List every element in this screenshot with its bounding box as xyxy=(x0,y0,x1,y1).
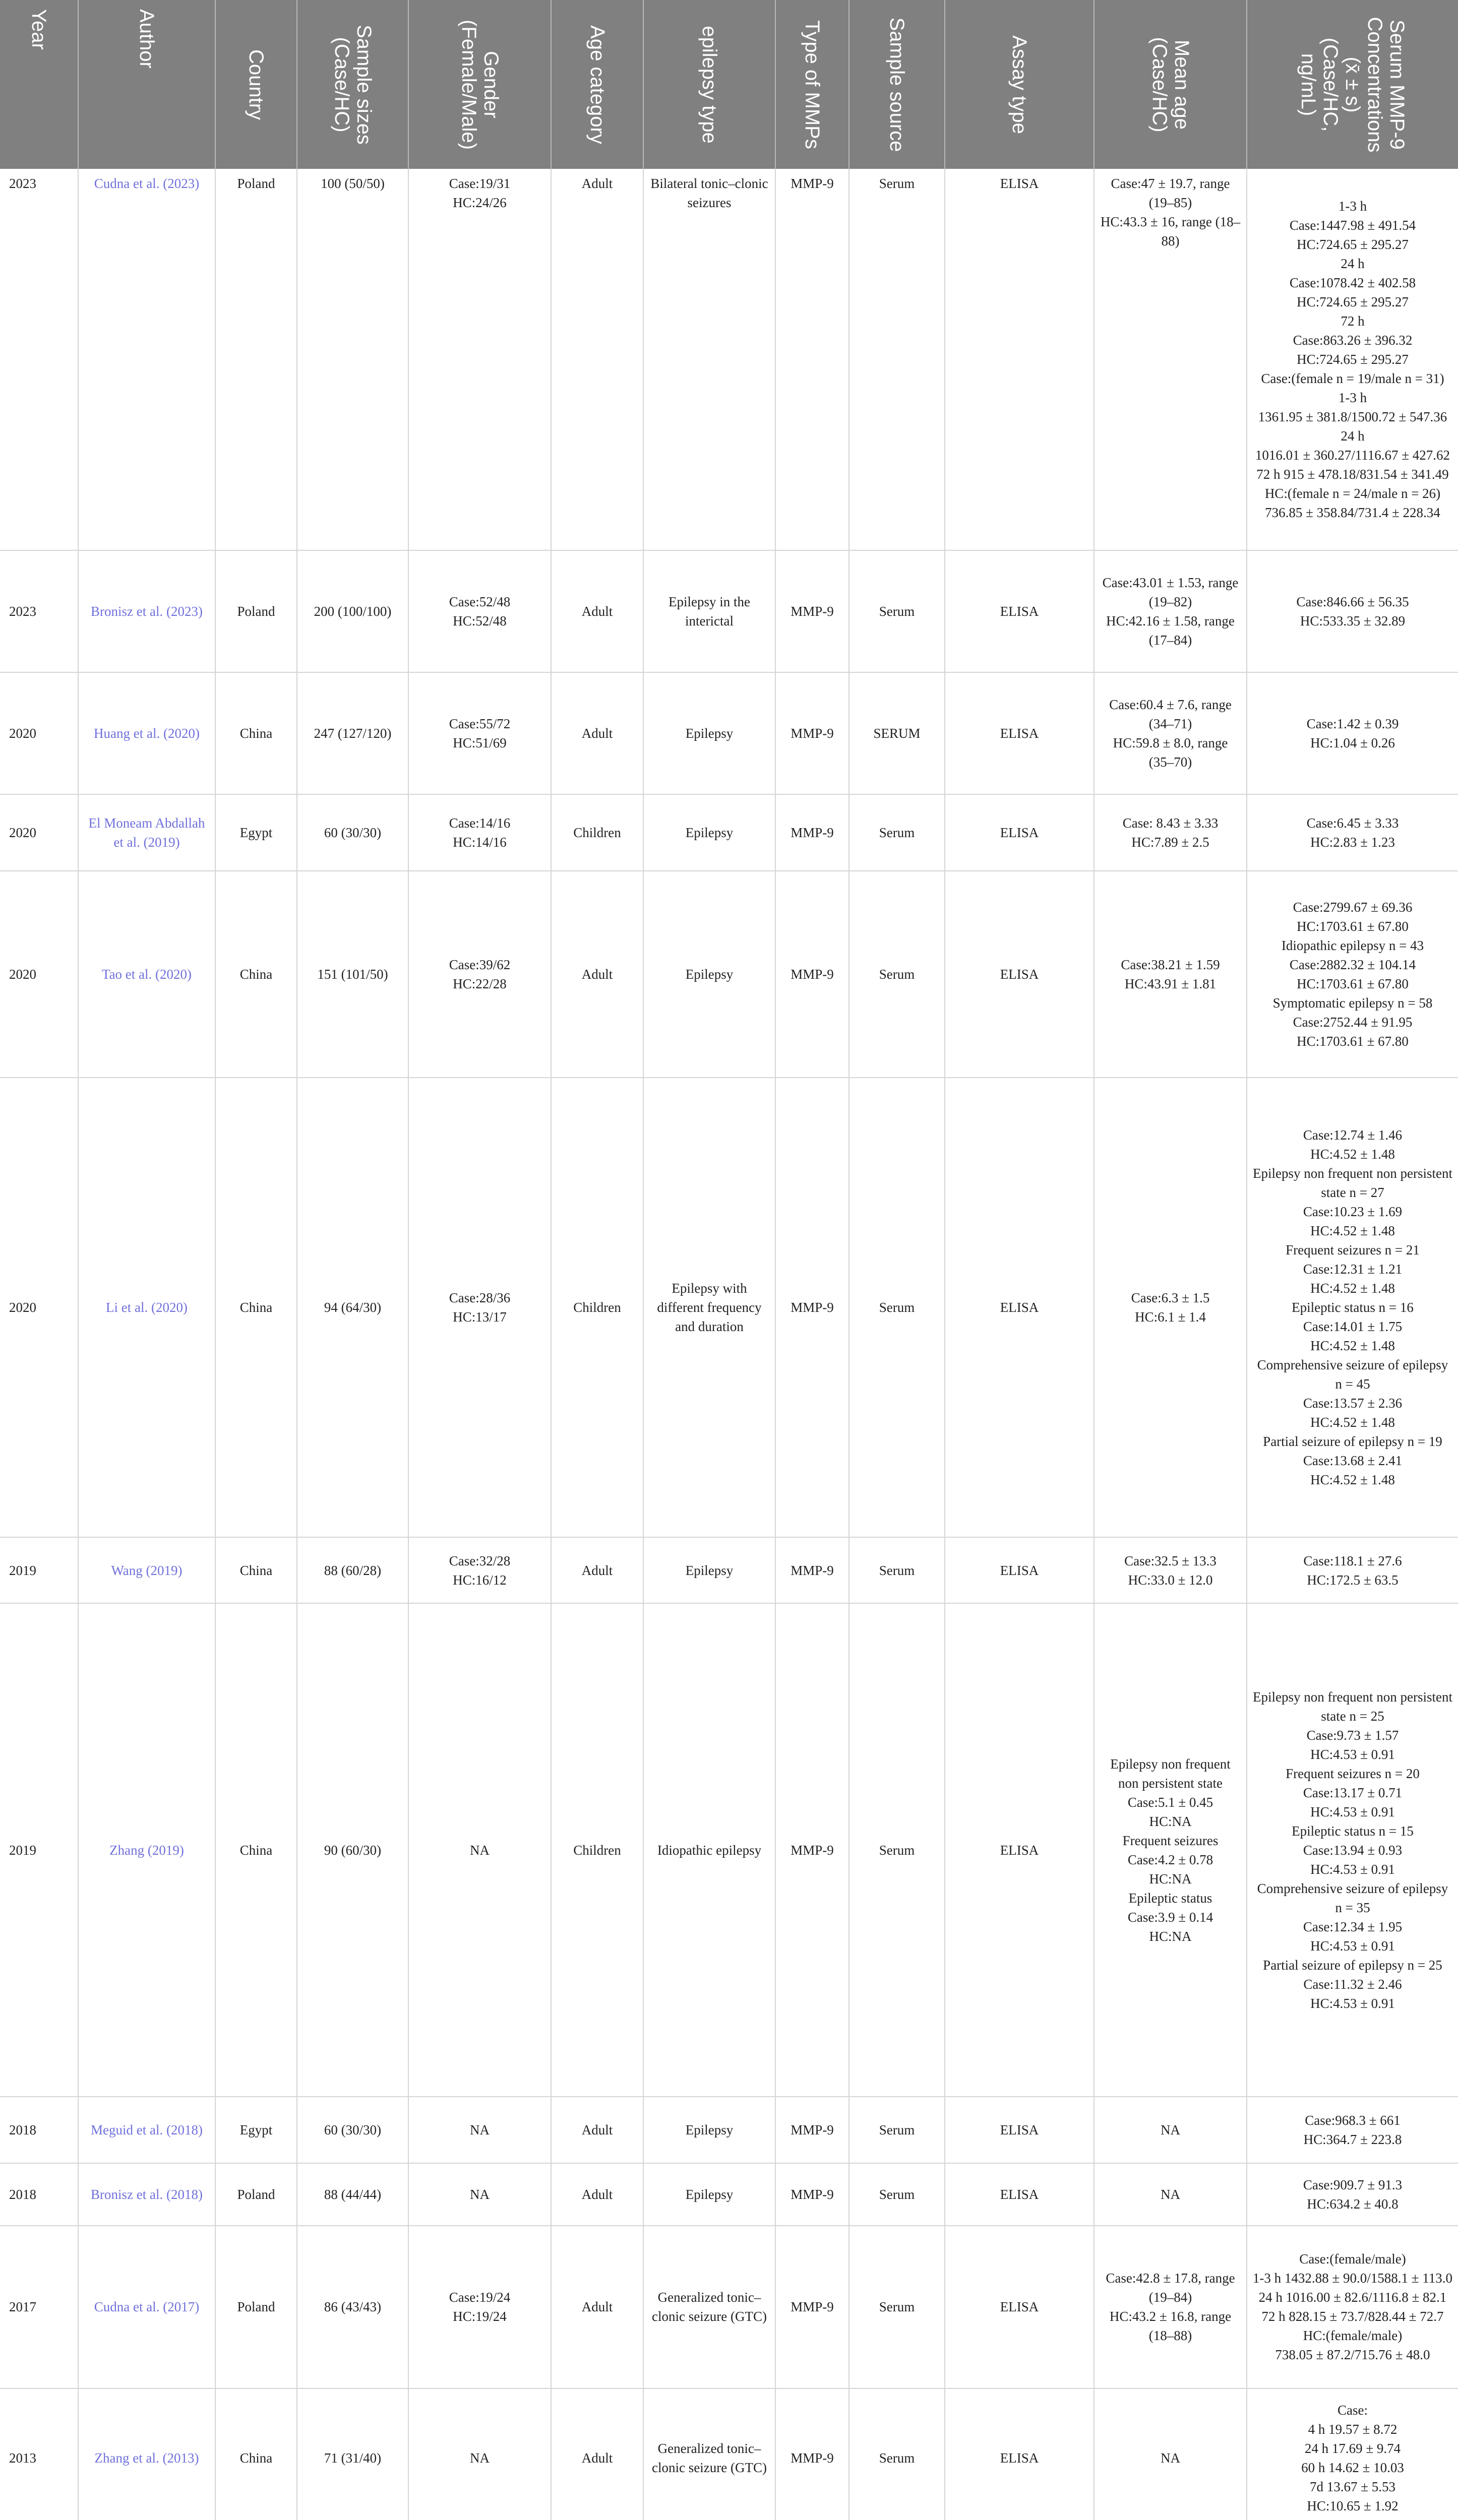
cell-sample-sizes: 151 (101/50) xyxy=(297,871,408,1078)
cell-gender: NA xyxy=(408,2097,551,2163)
cell-country: Poland xyxy=(215,2226,297,2389)
cell-year: 2020 xyxy=(0,794,78,870)
cell-gender: Case:19/31 HC:24/26 xyxy=(408,169,551,550)
cell-sample-source: Serum xyxy=(849,2226,945,2389)
cell-sample-source: Serum xyxy=(849,2097,945,2163)
cell-country: China xyxy=(215,1603,297,2097)
cell-age-category: Adult xyxy=(551,169,643,550)
cell-assay-type: ELISA xyxy=(945,550,1094,672)
column-header-label: Author xyxy=(136,9,158,69)
cell-sample-source: Serum xyxy=(849,550,945,672)
cell-mmp-type: MMP-9 xyxy=(775,2226,849,2389)
cell-assay-type: ELISA xyxy=(945,2388,1094,2520)
cell-sample-sizes: 86 (43/43) xyxy=(297,2226,408,2389)
column-header-sample-source xyxy=(849,0,945,169)
cell-sample-sizes: 90 (60/30) xyxy=(297,1603,408,2097)
cell-serum-mmp9: Case:6.45 ± 3.33 HC:2.83 ± 1.23 xyxy=(1247,794,1458,870)
cell-mean-age: NA xyxy=(1094,2097,1247,2163)
cell-age-category: Adult xyxy=(551,2163,643,2226)
cell-assay-type: ELISA xyxy=(945,2226,1094,2389)
cell-year: 2018 xyxy=(0,2163,78,2226)
cell-age-category: Children xyxy=(551,1603,643,2097)
cell-country: China xyxy=(215,672,297,795)
column-header-label: Sample sizes (Case/HC) xyxy=(330,24,375,145)
cell-gender: Case:55/72 HC:51/69 xyxy=(408,672,551,795)
cell-assay-type: ELISA xyxy=(945,2097,1094,2163)
cell-serum-mmp9: Case:(female/male) 1-3 h 1432.88 ± 90.0/1588.1 ± 113.0 24 h 1016.00 ± 82.6/1116.8 ± 82.1 72 h 828.15 ± 73.7/828.44 ± 72.7 HC:(female/male) 738.05 ± 87.2/715.76 ± 48.0 xyxy=(1247,2226,1458,2389)
cell-author[interactable]: Li et al. (2020) xyxy=(78,1078,215,1537)
cell-serum-mmp9: Case:909.7 ± 91.3 HC:634.2 ± 40.8 xyxy=(1247,2163,1458,2226)
table-row xyxy=(0,1537,1458,1604)
cell-country: Poland xyxy=(215,169,297,550)
cell-sample-source: Serum xyxy=(849,1603,945,2097)
cell-mmp-type: MMP-9 xyxy=(775,794,849,870)
cell-epilepsy-type: Epilepsy xyxy=(643,794,775,870)
cell-epilepsy-type: Epilepsy xyxy=(643,672,775,795)
cell-assay-type: ELISA xyxy=(945,871,1094,1078)
cell-mmp-type: MMP-9 xyxy=(775,672,849,795)
cell-mean-age: Case:47 ± 19.7, range (19–85) HC:43.3 ± 16, range (18–88) xyxy=(1094,169,1247,550)
cell-assay-type: ELISA xyxy=(945,1078,1094,1537)
cell-serum-mmp9: Case: 4 h 19.57 ± 8.72 24 h 17.69 ± 9.74 60 h 14.62 ± 10.03 7d 13.67 ± 5.53 HC:10.65 ± 1.92 xyxy=(1247,2388,1458,2520)
cell-country: China xyxy=(215,1078,297,1537)
cell-mmp-type: MMP-9 xyxy=(775,1078,849,1537)
cell-author[interactable]: Tao et al. (2020) xyxy=(78,871,215,1078)
cell-age-category: Adult xyxy=(551,2226,643,2389)
header-row xyxy=(0,0,1458,169)
cell-year: 2017 xyxy=(0,2226,78,2389)
cell-sample-sizes: 200 (100/100) xyxy=(297,550,408,672)
cell-serum-mmp9: Case:968.3 ± 661 HC:364.7 ± 223.8 xyxy=(1247,2097,1458,2163)
cell-year: 2023 xyxy=(0,169,78,550)
cell-serum-mmp9: Epilepsy non frequent non persistent state n = 25 Case:9.73 ± 1.57 HC:4.53 ± 0.91 Frequent seizures n = 20 Case:13.17 ± 0.71 HC:4.53 ± 0.91 Epileptic status n = 15 Case:13.94 ± 0.93 HC:4.53 ± 0.91 Comprehensive seizure of epilepsy n = 35 Case:12.34 ± 1.95 HC:4.53 ± 0.91 Partial seizure of epilepsy n = 25 Case:11.32 ± 2.46 HC:4.53 ± 0.91 xyxy=(1247,1603,1458,2097)
column-header-label: Mean age (Case/HC) xyxy=(1148,37,1193,132)
table-row xyxy=(0,2388,1458,2520)
cell-author[interactable]: Wang (2019) xyxy=(78,1537,215,1604)
cell-gender: Case:32/28 HC:16/12 xyxy=(408,1537,551,1604)
cell-sample-sizes: 88 (60/28) xyxy=(297,1537,408,1604)
table-row xyxy=(0,2163,1458,2226)
cell-sample-sizes: 247 (127/120) xyxy=(297,672,408,795)
cell-sample-source: Serum xyxy=(849,794,945,870)
cell-age-category: Children xyxy=(551,1078,643,1537)
cell-gender: Case:28/36 HC:13/17 xyxy=(408,1078,551,1537)
cell-gender: Case:14/16 HC:14/16 xyxy=(408,794,551,870)
cell-serum-mmp9: Case:118.1 ± 27.6 HC:172.5 ± 63.5 xyxy=(1247,1537,1458,1604)
table-row xyxy=(0,1078,1458,1537)
cell-mean-age: Case:32.5 ± 13.3 HC:33.0 ± 12.0 xyxy=(1094,1537,1247,1604)
cell-sample-source: Serum xyxy=(849,2388,945,2520)
cell-assay-type: ELISA xyxy=(945,794,1094,870)
cell-sample-source: Serum xyxy=(849,1537,945,1604)
cell-sample-source: Serum xyxy=(849,1078,945,1537)
column-header-label: Gender (Female/Male) xyxy=(457,19,502,150)
cell-assay-type: ELISA xyxy=(945,2163,1094,2226)
table-row xyxy=(0,169,1458,550)
cell-assay-type: ELISA xyxy=(945,1537,1094,1604)
cell-year: 2019 xyxy=(0,1603,78,2097)
cell-assay-type: ELISA xyxy=(945,169,1094,550)
cell-mean-age: Case:42.8 ± 17.8, range (19–84) HC:43.2 ± 16.8, range (18–88) xyxy=(1094,2226,1247,2389)
cell-age-category: Adult xyxy=(551,672,643,795)
column-header-year xyxy=(0,0,78,169)
cell-assay-type: ELISA xyxy=(945,672,1094,795)
column-header-label: epilepsy type xyxy=(698,25,720,144)
cell-mean-age: Case:38.21 ± 1.59 HC:43.91 ± 1.81 xyxy=(1094,871,1247,1078)
cell-author[interactable]: Zhang et al. (2013) xyxy=(78,2388,215,2520)
cell-author[interactable]: Zhang (2019) xyxy=(78,1603,215,2097)
cell-sample-sizes: 100 (50/50) xyxy=(297,169,408,550)
cell-epilepsy-type: Bilateral tonic–clonic seizures xyxy=(643,169,775,550)
cell-mean-age: NA xyxy=(1094,2388,1247,2520)
column-header-sample-sizes xyxy=(297,0,408,169)
table-row xyxy=(0,871,1458,1078)
table-row xyxy=(0,2097,1458,2163)
cell-country: Egypt xyxy=(215,794,297,870)
cell-epilepsy-type: Epilepsy with different frequency and duration xyxy=(643,1078,775,1537)
cell-author[interactable]: Bronisz et al. (2023) xyxy=(78,550,215,672)
cell-age-category: Adult xyxy=(551,871,643,1078)
cell-sample-sizes: 94 (64/30) xyxy=(297,1078,408,1537)
column-header-gender xyxy=(408,0,551,169)
cell-country: China xyxy=(215,871,297,1078)
cell-author[interactable]: Meguid et al. (2018) xyxy=(78,2097,215,2163)
cell-serum-mmp9: Case:846.66 ± 56.35 HC:533.35 ± 32.89 xyxy=(1247,550,1458,672)
column-header-label: Country xyxy=(245,49,267,120)
cell-year: 2020 xyxy=(0,1078,78,1537)
column-header-mean-age xyxy=(1094,0,1247,169)
cell-gender: NA xyxy=(408,2388,551,2520)
cell-gender: Case:52/48 HC:52/48 xyxy=(408,550,551,672)
cell-gender: NA xyxy=(408,2163,551,2226)
cell-country: China xyxy=(215,1537,297,1604)
cell-mmp-type: MMP-9 xyxy=(775,871,849,1078)
cell-sample-source: SERUM xyxy=(849,672,945,795)
cell-year: 2013 xyxy=(0,2388,78,2520)
cell-sample-source: Serum xyxy=(849,871,945,1078)
cell-serum-mmp9: 1-3 h Case:1447.98 ± 491.54 HC:724.65 ± 295.27 24 h Case:1078.42 ± 402.58 HC:724.65 ± 295.27 72 h Case:863.26 ± 396.32 HC:724.65 ± 295.27 Case:(female n = 19/male n = 31) 1-3 h 1361.95 ± 381.8/1500.72 ± 547.36 24 h 1016.01 ± 360.27/1116.67 ± 427.62 72 h 915 ± 478.18/831.54 ± 341.49 HC:(female n = 24/male n = 26) 736.85 ± 358.84/731.4 ± 228.34 xyxy=(1247,169,1458,550)
table-row xyxy=(0,794,1458,870)
cell-sample-source: Serum xyxy=(849,2163,945,2226)
cell-epilepsy-type: Idiopathic epilepsy xyxy=(643,1603,775,2097)
cell-year: 2018 xyxy=(0,2097,78,2163)
cell-epilepsy-type: Epilepsy xyxy=(643,2097,775,2163)
column-header-epilepsy-type xyxy=(643,0,775,169)
cell-mmp-type: MMP-9 xyxy=(775,2097,849,2163)
cell-mean-age: Case: 8.43 ± 3.33 HC:7.89 ± 2.5 xyxy=(1094,794,1247,870)
cell-sample-source: Serum xyxy=(849,169,945,550)
cell-sample-sizes: 60 (30/30) xyxy=(297,794,408,870)
cell-age-category: Children xyxy=(551,794,643,870)
cell-mmp-type: MMP-9 xyxy=(775,1537,849,1604)
cell-country: China xyxy=(215,2388,297,2520)
cell-sample-sizes: 71 (31/40) xyxy=(297,2388,408,2520)
cell-sample-sizes: 60 (30/30) xyxy=(297,2097,408,2163)
cell-year: 2020 xyxy=(0,871,78,1078)
cell-mmp-type: MMP-9 xyxy=(775,1603,849,2097)
cell-age-category: Adult xyxy=(551,550,643,672)
column-header-label: Type of MMPs xyxy=(801,20,823,149)
cell-year: 2019 xyxy=(0,1537,78,1604)
column-header-label: Assay type xyxy=(1008,35,1030,134)
column-header-serum-mmp9 xyxy=(1247,0,1458,169)
cell-author[interactable]: Cudna et al. (2017) xyxy=(78,2226,215,2389)
cell-mmp-type: MMP-9 xyxy=(775,2388,849,2520)
cell-serum-mmp9: Case:12.74 ± 1.46 HC:4.52 ± 1.48 Epilepsy non frequent non persistent state n = 27 Case:10.23 ± 1.69 HC:4.52 ± 1.48 Frequent seizures n = 21 Case:12.31 ± 1.21 HC:4.52 ± 1.48 Epileptic status n = 16 Case:14.01 ± 1.75 HC:4.52 ± 1.48 Comprehensive seizure of epilepsy n = 45 Case:13.57 ± 2.36 HC:4.52 ± 1.48 Partial seizure of epilepsy n = 19 Case:13.68 ± 2.41 HC:4.52 ± 1.48 xyxy=(1247,1078,1458,1537)
cell-author[interactable]: Cudna et al. (2023) xyxy=(78,169,215,550)
cell-serum-mmp9: Case:2799.67 ± 69.36 HC:1703.61 ± 67.80 Idiopathic epilepsy n = 43 Case:2882.32 ± 104.14 HC:1703.61 ± 67.80 Symptomatic epilepsy n = 58 Case:2752.44 ± 91.95 HC:1703.61 ± 67.80 xyxy=(1247,871,1458,1078)
cell-gender: Case:39/62 HC:22/28 xyxy=(408,871,551,1078)
column-header-country xyxy=(215,0,297,169)
cell-mean-age: Case:6.3 ± 1.5 HC:6.1 ± 1.4 xyxy=(1094,1078,1247,1537)
column-header-mmp-type xyxy=(775,0,849,169)
cell-epilepsy-type: Epilepsy in the interictal xyxy=(643,550,775,672)
cell-sample-sizes: 88 (44/44) xyxy=(297,2163,408,2226)
cell-epilepsy-type: Epilepsy xyxy=(643,871,775,1078)
cell-mmp-type: MMP-9 xyxy=(775,2163,849,2226)
column-header-author xyxy=(78,0,215,169)
table-body xyxy=(0,169,1458,2520)
cell-year: 2020 xyxy=(0,672,78,795)
table-row xyxy=(0,550,1458,672)
cell-mean-age: Case:43.01 ± 1.53, range (19–82) HC:42.16 ± 1.58, range (17–84) xyxy=(1094,550,1247,672)
cell-country: Egypt xyxy=(215,2097,297,2163)
cell-country: Poland xyxy=(215,2163,297,2226)
cell-epilepsy-type: Generalized tonic–clonic seizure (GTC) xyxy=(643,2226,775,2389)
table-row xyxy=(0,1603,1458,2097)
cell-age-category: Adult xyxy=(551,2388,643,2520)
column-header-label: Serum MMP-9 Concentrations (x̄ ± s) (Case/HC, ng/mL) xyxy=(1297,16,1408,153)
column-header-label: Age category xyxy=(586,25,609,144)
cell-assay-type: ELISA xyxy=(945,1603,1094,2097)
cell-mean-age: NA xyxy=(1094,2163,1247,2226)
cell-mean-age: Case:60.4 ± 7.6, range (34–71) HC:59.8 ± 8.0, range (35–70) xyxy=(1094,672,1247,795)
cell-epilepsy-type: Epilepsy xyxy=(643,2163,775,2226)
cell-serum-mmp9: Case:1.42 ± 0.39 HC:1.04 ± 0.26 xyxy=(1247,672,1458,795)
cell-gender: NA xyxy=(408,1603,551,2097)
cell-age-category: Adult xyxy=(551,1537,643,1604)
cell-author[interactable]: El Moneam Abdallah et al. (2019) xyxy=(78,794,215,870)
column-header-label: Year xyxy=(28,9,50,50)
cell-mean-age: Epilepsy non frequent non persistent state Case:5.1 ± 0.45 HC:NA Frequent seizures Case:4.2 ± 0.78 HC:NA Epileptic status Case:3.9 ± 0.14 HC:NA xyxy=(1094,1603,1247,2097)
cell-mmp-type: MMP-9 xyxy=(775,550,849,672)
table-row xyxy=(0,2226,1458,2389)
cell-mmp-type: MMP-9 xyxy=(775,169,849,550)
column-header-label: Sample source xyxy=(886,17,908,152)
cell-author[interactable]: Bronisz et al. (2018) xyxy=(78,2163,215,2226)
cell-age-category: Adult xyxy=(551,2097,643,2163)
table-row xyxy=(0,672,1458,795)
cell-year: 2023 xyxy=(0,550,78,672)
cell-country: Poland xyxy=(215,550,297,672)
column-header-age-category xyxy=(551,0,643,169)
cell-gender: Case:19/24 HC:19/24 xyxy=(408,2226,551,2389)
cell-epilepsy-type: Generalized tonic–clonic seizure (GTC) xyxy=(643,2388,775,2520)
cell-epilepsy-type: Epilepsy xyxy=(643,1537,775,1604)
cell-author[interactable]: Huang et al. (2020) xyxy=(78,672,215,795)
column-header-assay-type xyxy=(945,0,1094,169)
